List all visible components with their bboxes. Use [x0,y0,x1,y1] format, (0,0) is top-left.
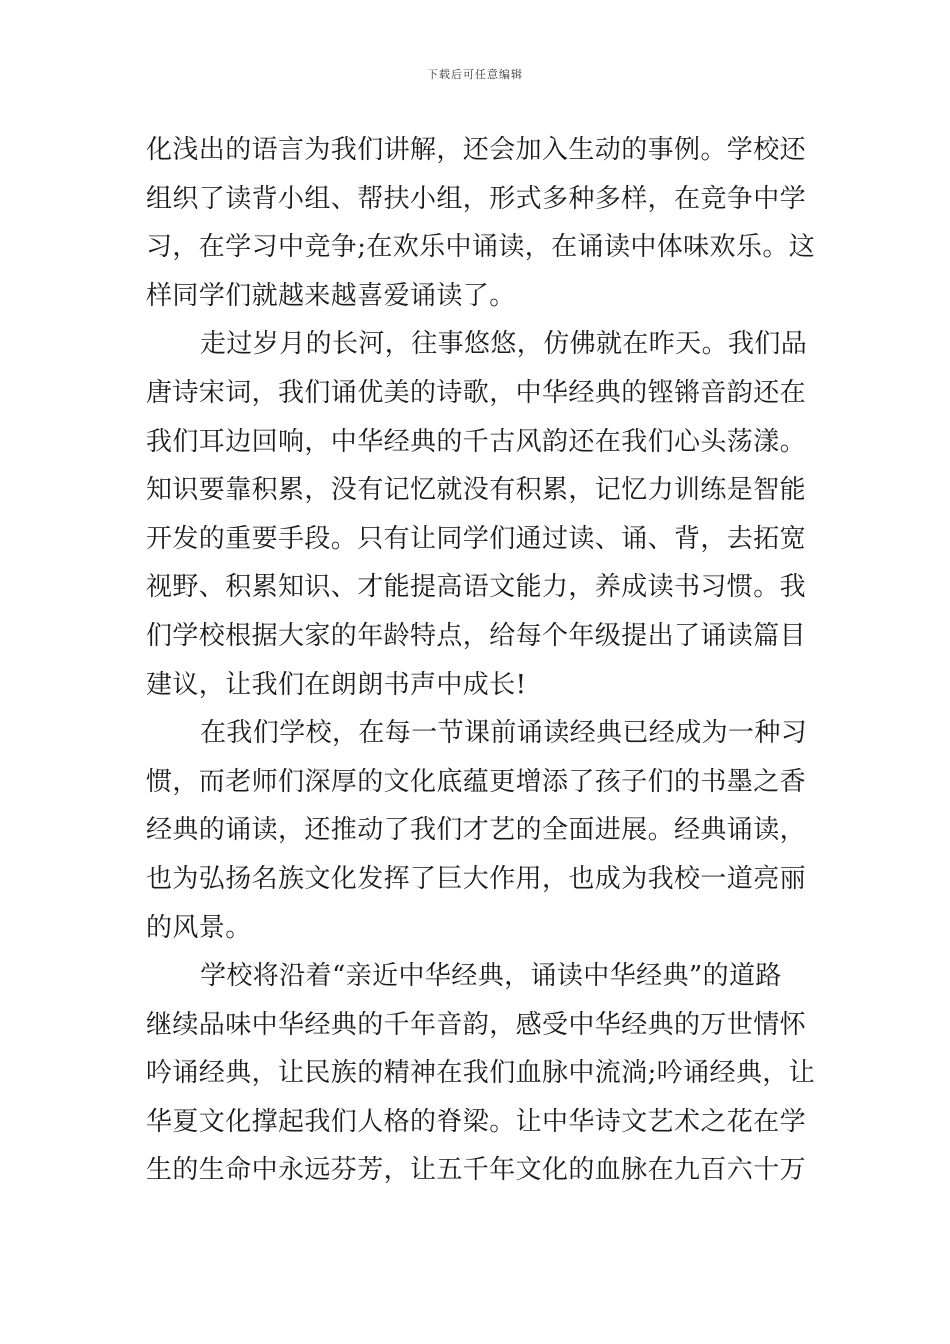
text-line: 走过岁月的长河，往事悠悠，仿佛就在昨天。我们品 [200,329,808,360]
text-line: 习，在学习中竞争;在欢乐中诵读，在诵读中体味欢乐。这 [146,232,816,263]
text-line: 知识要靠积累，没有记忆就没有积累，记忆力训练是智能 [146,475,807,506]
paragraph-1 [146,126,816,320]
text-line: 建议，让我们在朗朗书声中成长! [146,669,527,700]
document-body [146,126,816,1195]
text-line: 的风景。 [146,912,252,943]
text-line: 唐诗宋词，我们诵优美的诗歌，中华经典的铿锵音韵还在 [146,377,807,408]
text-line: 继续品味中华经典的千年音韵，感受中华经典的万世情怀 [146,1009,807,1040]
text-line: 在我们学校，在每一节课前诵读经典已经成为一种习 [200,718,808,749]
paragraph-3 [146,709,806,952]
text-line: 样同学们就越来越喜爱诵读了。 [146,280,516,311]
text-line: 生的生命中永远芬芳，让五千年文化的血脉在九百六十万 [146,1155,807,1186]
text-line: 经典的诵读，还推动了我们才艺的全面进展。经典诵读， [146,815,807,846]
text-line: 们学校根据大家的年龄特点，给每个年级提出了诵读篇目 [146,620,807,651]
text-line: 我们耳边回响，中华经典的千古风韵还在我们心头荡漾。 [146,426,807,457]
text-line: 惯，而老师们深厚的文化底蕴更增添了孩子们的书墨之香 [146,766,807,797]
text-line: 吟诵经典，让民族的精神在我们血脉中流淌;吟诵经典，让 [146,1058,816,1089]
header-note: 下载后可任意编辑 [427,68,523,81]
text-line: 开发的重要手段。只有让同学们通过读、诵、背，去拓宽 [146,523,807,554]
text-line: 化浅出的语言为我们讲解，还会加入生动的事例。学校还 [146,135,807,165]
text-line: 学校将沿着“亲近中华经典，诵读中华经典”的道路 [200,961,782,992]
paragraph-2 [146,320,806,709]
text-line: 华夏文化撑起我们人格的脊梁。让中华诗文艺术之花在学 [146,1106,807,1137]
text-line: 视野、积累知识、才能提高语文能力，养成读书习惯。我 [146,572,807,603]
text-line: 组织了读背小组、帮扶小组，形式多种多样，在竞争中学 [146,183,807,214]
text-line: 也为弘扬名族文化发挥了巨大作用，也成为我校一道亮丽 [146,863,807,894]
paragraph-4 [146,952,816,1195]
